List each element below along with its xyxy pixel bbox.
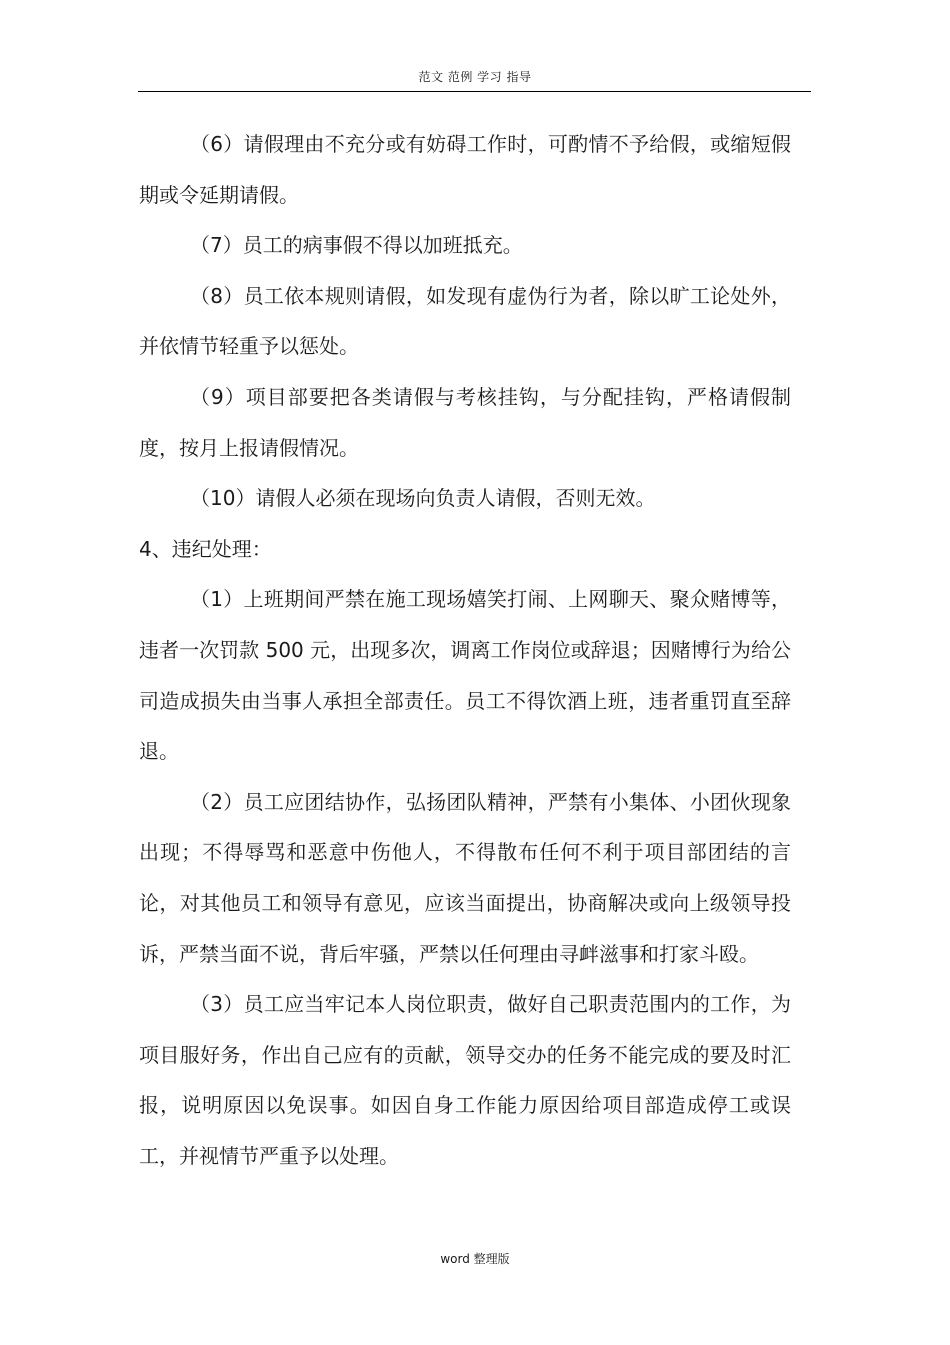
document-body <box>139 119 791 1181</box>
paragraph-7: （7）员工的病事假不得以加班抵充。 <box>190 233 523 258</box>
paragraph-9: （9）项目部要把各类请假与考核挂钩，与分配挂钩，严格请假制度，按月上报请假情况。 <box>139 384 791 460</box>
paragraph-10: （10）请假人必须在现场向负责人请假，否则无效。 <box>190 486 656 511</box>
paragraph-6: （6）请假理由不充分或有妨碍工作时，可酌情不予给假，或缩短假期或令延期请假。 <box>139 132 791 207</box>
violation-item-1: （1）上班期间严禁在施工现场嬉笑打闹、上网聊天、聚众赌博等，违者一次罚款 500 元，出现多次，调离工作岗位或辞退；因赌博行为给公司造成损失由当事人承担全部责任。员工不得饮酒上班，违者重罚直至辞退。 <box>139 587 791 764</box>
page-header: 范文 范例 学习 指导 <box>418 70 532 84</box>
page-footer: word 整理版 <box>440 1252 510 1266</box>
section-heading: 4、违纪处理： <box>139 536 272 561</box>
violation-item-3: （3）员工应当牢记本人岗位职责，做好自己职责范围内的工作，为项目服好务，作出自己应有的贡献，领导交办的任务不能完成的要及时汇报，说明原因以免误事。如因自身工作能力原因给项目部造成停工或误工，并视情节严重予以处理。 <box>139 992 791 1168</box>
violation-item-2: （2）员工应团结协作，弘扬团队精神，严禁有小集体、小团伙现象出现；不得辱骂和恶意中伤他人，不得散布任何不利于项目部团结的言论，对其他员工和领导有意见，应该当面提出，协商解决或向上级领导投诉，严禁当面不说，背后牢骚，严禁以任何理由寻衅滋事和打家斗殴。 <box>139 789 791 966</box>
header-divider <box>138 91 811 92</box>
paragraph-8: （8）员工依本规则请假，如发现有虚伪行为者，除以旷工论处外，并依情节轻重予以惩处。 <box>139 283 791 359</box>
